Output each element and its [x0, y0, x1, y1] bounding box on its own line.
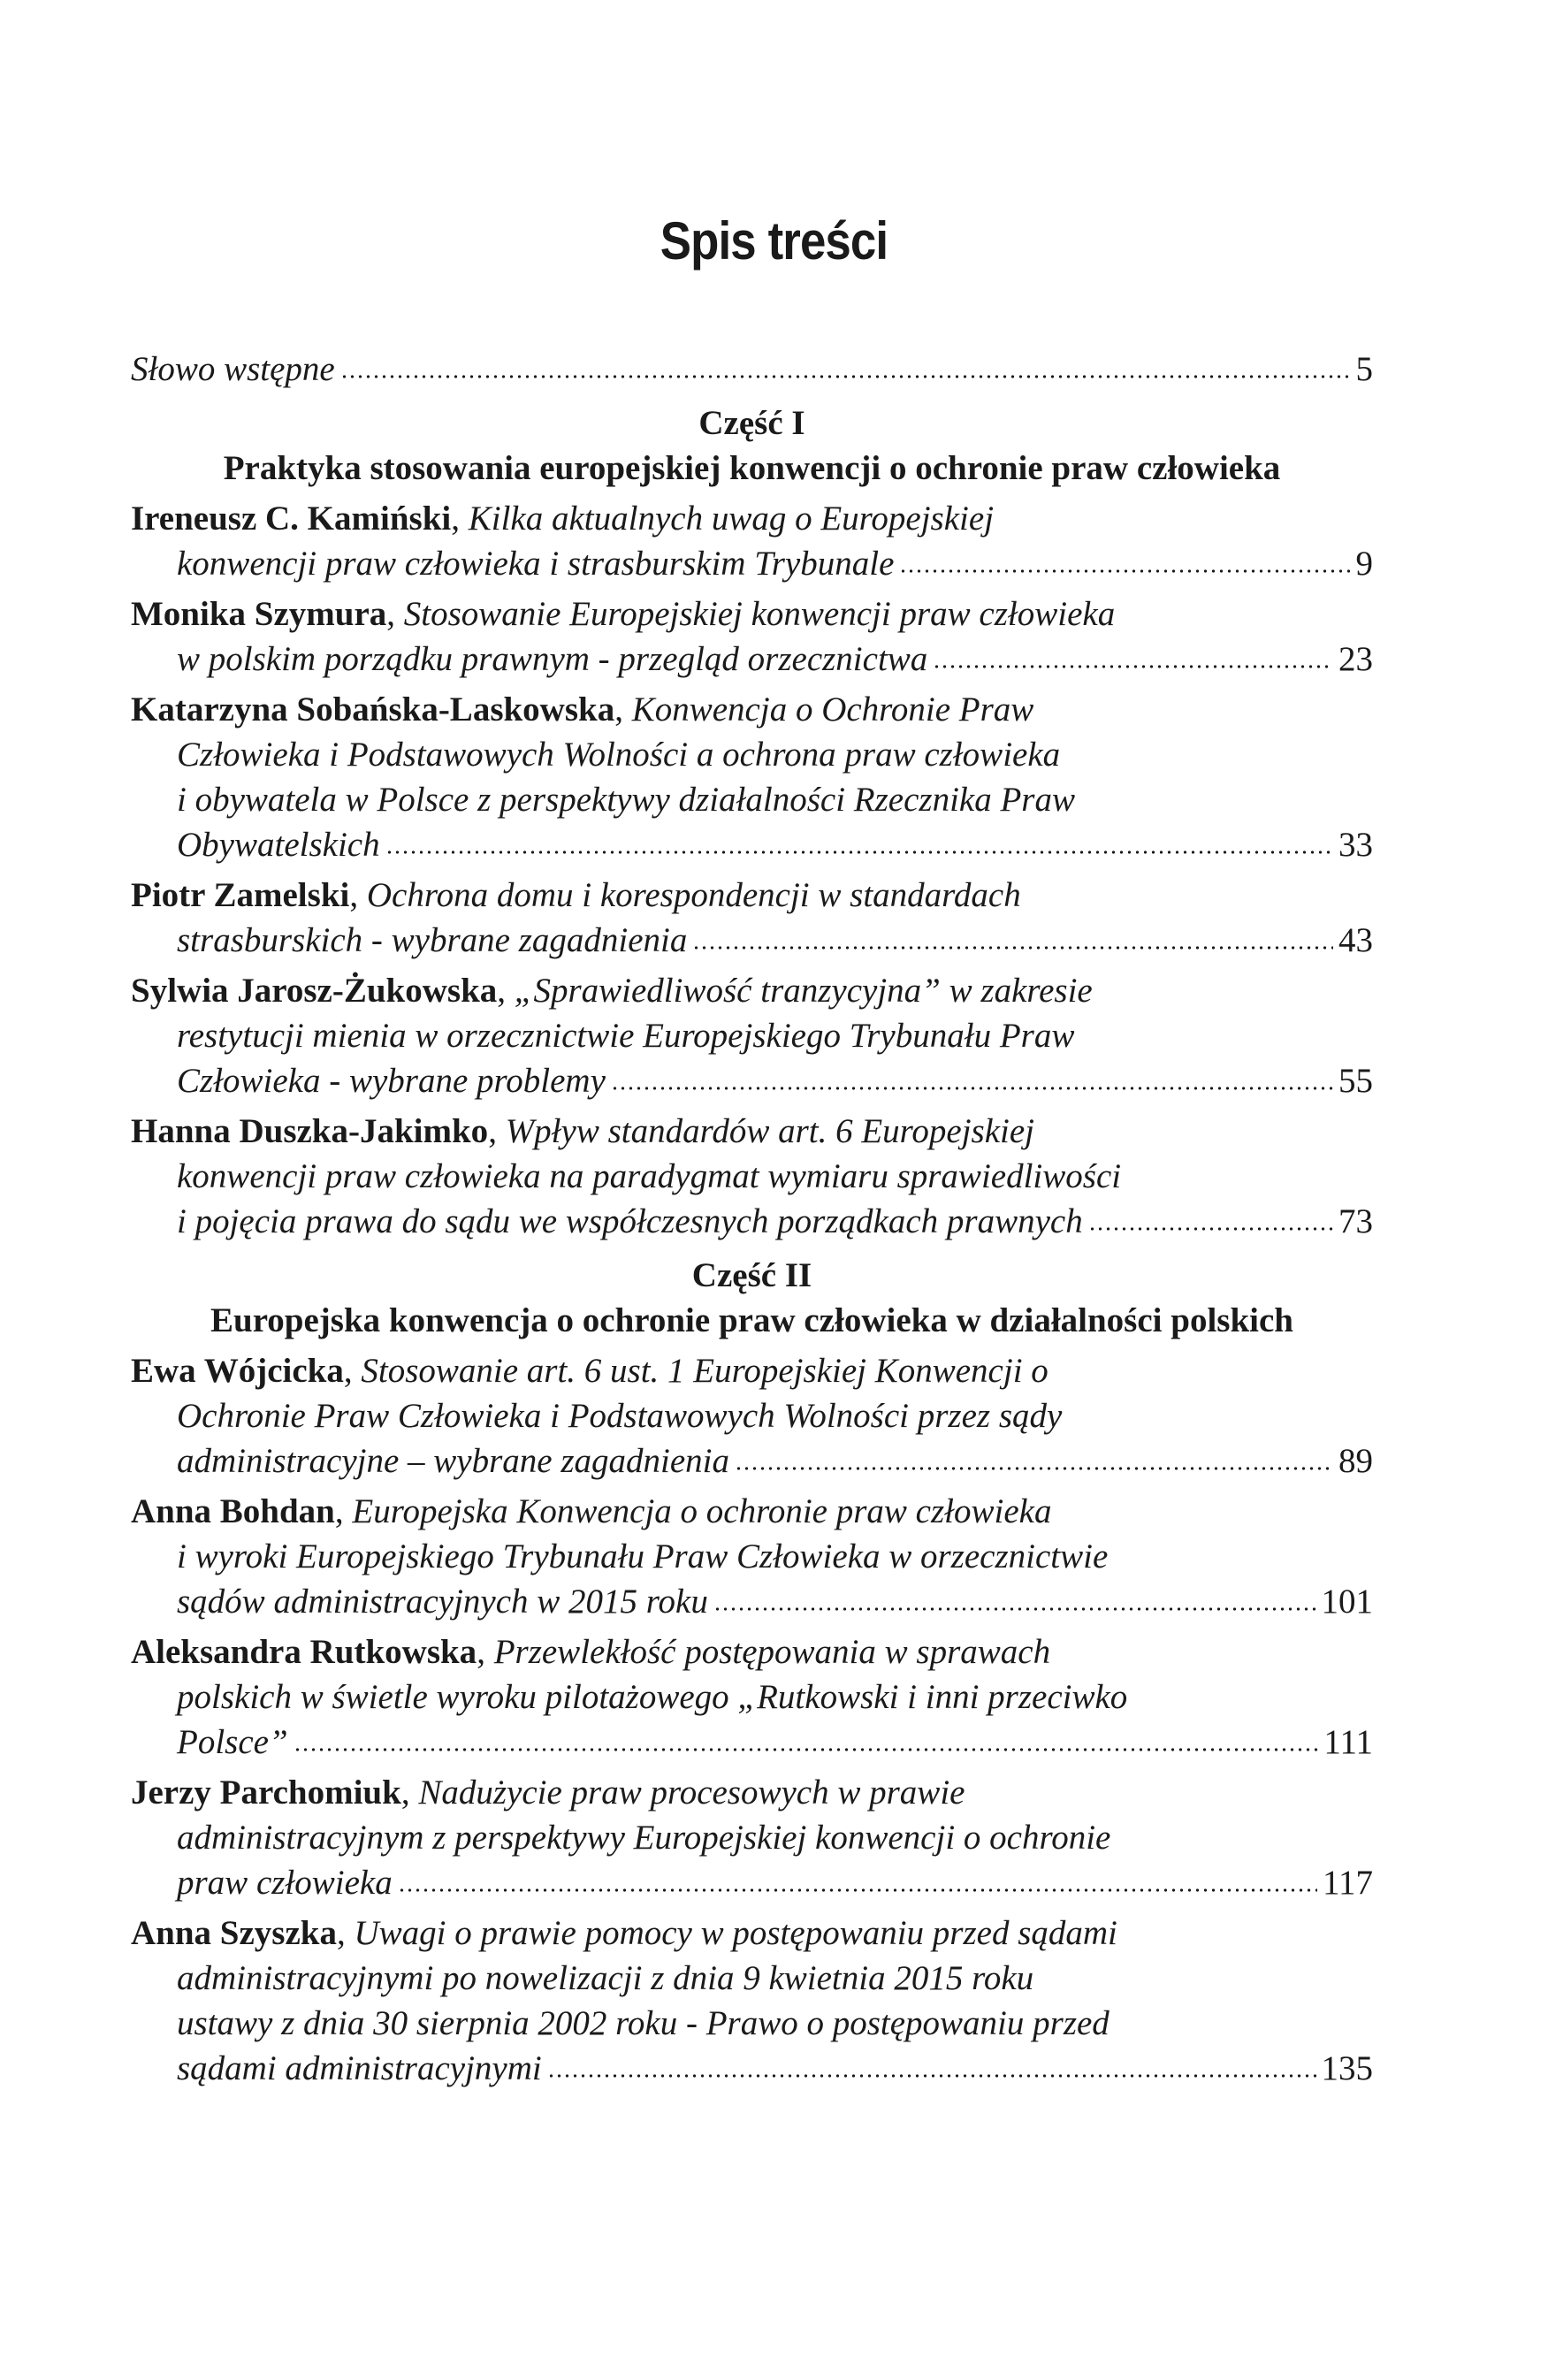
entry-line	[131, 732, 1373, 777]
toc-entry	[131, 1348, 1373, 1484]
entry-author: Aleksandra Rutkowska	[131, 1633, 477, 1671]
toc-entry	[131, 591, 1373, 682]
dot-leader	[398, 1888, 1317, 1892]
entry-line	[131, 1393, 1373, 1438]
entry-title-line: Nadużycie praw procesowych w prawie	[418, 1774, 965, 1812]
entry-title-line: Człowieka - wybrane problemy	[177, 1062, 606, 1100]
entry-title-line: Polsce”	[177, 1723, 288, 1761]
entry-title-line: Człowieka i Podstawowych Wolności a ochrona praw człowieka	[177, 736, 1061, 774]
dot-leader	[713, 1607, 1316, 1611]
entry-title-line: i wyroki Europejskiego Trybunału Praw Człowieka w orzecznictwie	[177, 1537, 1109, 1575]
entry-line	[131, 541, 1373, 586]
entry-line	[131, 1013, 1373, 1058]
toc-entry	[131, 1489, 1373, 1624]
entry-title-line: Ochrona domu i korespondencji w standardach	[366, 876, 1021, 914]
entry-line	[131, 1911, 1373, 1956]
entry-author: Katarzyna Sobańska-Laskowska	[131, 690, 615, 728]
entry-line	[131, 2001, 1373, 2046]
page-number: 117	[1322, 1864, 1373, 1902]
entry-author: Anna Szyszka	[131, 1914, 337, 1952]
toc-entry	[131, 687, 1373, 867]
toc-entry	[131, 1770, 1373, 1905]
preface-label: Słowo wstępne	[131, 350, 335, 388]
entry-title-line: Uwagi o prawie pomocy w postępowaniu przed sądami	[354, 1914, 1117, 1952]
entry-line	[131, 1815, 1373, 1860]
entry-line	[131, 2046, 1373, 2091]
entry-title-line: Ochronie Praw Człowieka i Podstawowych Wolności przez sądy	[177, 1397, 1063, 1435]
entry-title-line: polskich w świetle wyroku pilotażowego „Rutkowski i inni przeciwko	[177, 1678, 1128, 1716]
page-number: 101	[1321, 1583, 1373, 1621]
entry-title-line: administracyjne – wybrane zagadnienia	[177, 1442, 730, 1480]
entry-title-line: Przewlekłość postępowania w sprawach	[493, 1633, 1051, 1671]
entry-author: Ewa Wójcicka	[131, 1352, 344, 1390]
entry-title-line: ustawy z dnia 30 sierpnia 2002 roku - Prawo o postępowaniu przed	[177, 2004, 1110, 2042]
entry-title-line: Obywatelskich	[177, 826, 380, 864]
entry-title-line: i pojęcia prawa do sądu we współczesnych porządkach prawnych	[177, 1202, 1083, 1240]
entry-title-line: sądami administracyjnymi	[177, 2049, 542, 2087]
entry-title-line: sądów administracyjnych w 2015 roku	[177, 1583, 708, 1621]
dot-leader	[1088, 1227, 1333, 1231]
dot-leader	[611, 1087, 1333, 1090]
comma: ,	[400, 1774, 419, 1812]
comma: ,	[349, 876, 367, 914]
page-number: 23	[1338, 640, 1373, 678]
dot-leader	[933, 665, 1333, 668]
entry-line	[131, 687, 1373, 732]
entry-line	[131, 1348, 1373, 1393]
entry-line	[131, 496, 1373, 541]
dot-leader	[547, 2074, 1316, 2078]
entry-title-line: administracyjnym z perspektywy Europejskiej konwencji o ochronie	[177, 1819, 1111, 1857]
page-title: Spis treści	[660, 211, 888, 271]
table-of-contents	[131, 347, 1373, 2091]
entry-author: Hanna Duszka-Jakimko	[131, 1112, 489, 1150]
part-heading: Europejska konwencja o ochronie praw człowieka w działalności polskich	[210, 1301, 1293, 1339]
entry-author: Anna Bohdan	[131, 1492, 335, 1530]
dot-leader	[735, 1467, 1333, 1470]
entry-line	[131, 1629, 1373, 1674]
entry-line	[131, 1860, 1373, 1905]
entry-author: Piotr Zamelski	[131, 876, 350, 914]
comma: ,	[497, 972, 515, 1010]
entry-title-line: Wpływ standardów art. 6 Europejskiej	[505, 1112, 1035, 1150]
entry-title-line: Europejska Konwencja o ochronie praw człowieka	[352, 1492, 1052, 1530]
comma: ,	[451, 500, 469, 538]
dot-leader	[692, 946, 1333, 950]
dot-leader	[385, 851, 1333, 854]
entry-title-line: konwencji praw człowieka i strasburskim Trybunale	[177, 545, 895, 583]
entry-line	[131, 918, 1373, 963]
part-label: Część II	[691, 1256, 812, 1294]
entry-title-line: w polskim porządku prawnym - przegląd orzecznictwa	[177, 640, 928, 678]
entry-line	[131, 1154, 1373, 1199]
page-number: 89	[1338, 1442, 1373, 1480]
dot-leader	[899, 569, 1350, 573]
entry-line	[131, 1058, 1373, 1103]
page-number: 73	[1338, 1202, 1373, 1240]
toc-entry	[131, 968, 1373, 1103]
entry-line	[131, 777, 1373, 822]
entry-title-line: i obywatela w Polsce z perspektywy działalności Rzecznika Praw	[177, 781, 1075, 819]
comma: ,	[386, 595, 404, 633]
entry-line	[131, 1674, 1373, 1720]
entry-author: Monika Szymura	[131, 595, 387, 633]
entry-author: Jerzy Parchomiuk	[131, 1774, 401, 1812]
entry-line	[131, 822, 1373, 867]
entry-line	[131, 1199, 1373, 1244]
comma: ,	[336, 1914, 355, 1952]
toc-entry	[131, 1109, 1373, 1244]
toc-entry	[131, 1911, 1373, 2091]
entry-title-line: „Sprawiedliwość tranzycyjna” w zakresie	[514, 972, 1093, 1010]
entry-line	[131, 1489, 1373, 1534]
comma: ,	[477, 1633, 494, 1671]
toc-entry	[131, 1629, 1373, 1765]
entry-line	[131, 1438, 1373, 1484]
part-label: Część I	[698, 404, 805, 442]
comma: ,	[614, 690, 632, 728]
entry-line	[131, 1534, 1373, 1579]
page-number: 33	[1338, 826, 1373, 864]
entry-line	[131, 968, 1373, 1013]
page-number: 9	[1355, 545, 1373, 583]
toc-entry	[131, 873, 1373, 963]
entry-title-line: Kilka aktualnych uwag o Europejskiej	[468, 500, 995, 538]
entry-line	[131, 591, 1373, 637]
entry-author: Sylwia Jarosz-Żukowska	[131, 972, 498, 1010]
dot-leader	[294, 1748, 1319, 1751]
entry-title-line: strasburskich - wybrane zagadnienia	[177, 921, 688, 959]
entry-line	[131, 1770, 1373, 1815]
entry-title-line: restytucji mienia w orzecznictwie Europejskiego Trybunału Praw	[177, 1017, 1075, 1055]
comma: ,	[334, 1492, 353, 1530]
entry-title-line: Stosowanie Europejskiej konwencji praw człowieka	[403, 595, 1116, 633]
entry-title-line: konwencji praw człowieka na paradygmat wymiaru sprawiedliwości	[177, 1157, 1122, 1195]
entry-line	[131, 637, 1373, 682]
comma: ,	[488, 1112, 506, 1150]
entry-line	[131, 873, 1373, 918]
part-heading: Praktyka stosowania europejskiej konwencji o ochronie praw człowieka	[223, 449, 1281, 487]
page-number: 55	[1338, 1062, 1373, 1100]
page-number: 5	[1355, 350, 1373, 388]
entry-line	[131, 1109, 1373, 1154]
entry-line	[131, 1720, 1373, 1765]
entry-title-line: praw człowieka	[177, 1864, 393, 1902]
toc-preface	[131, 347, 1373, 392]
entry-line	[131, 1579, 1373, 1624]
entry-line	[131, 1956, 1373, 2001]
entry-author: Ireneusz C. Kamiński	[131, 500, 452, 538]
entry-title-line: Stosowanie art. 6 ust. 1 Europejskiej Konwencji o	[361, 1352, 1049, 1390]
entry-title-line: Konwencja o Ochronie Praw	[631, 690, 1034, 728]
toc-entry	[131, 496, 1373, 586]
page-number: 43	[1338, 921, 1373, 959]
entry-title-line: administracyjnymi po nowelizacji z dnia 9 kwietnia 2015 roku	[177, 1959, 1034, 1997]
dot-leader	[340, 375, 1351, 378]
page-number: 111	[1323, 1723, 1373, 1761]
comma: ,	[343, 1352, 362, 1390]
page-number: 135	[1321, 2049, 1373, 2087]
